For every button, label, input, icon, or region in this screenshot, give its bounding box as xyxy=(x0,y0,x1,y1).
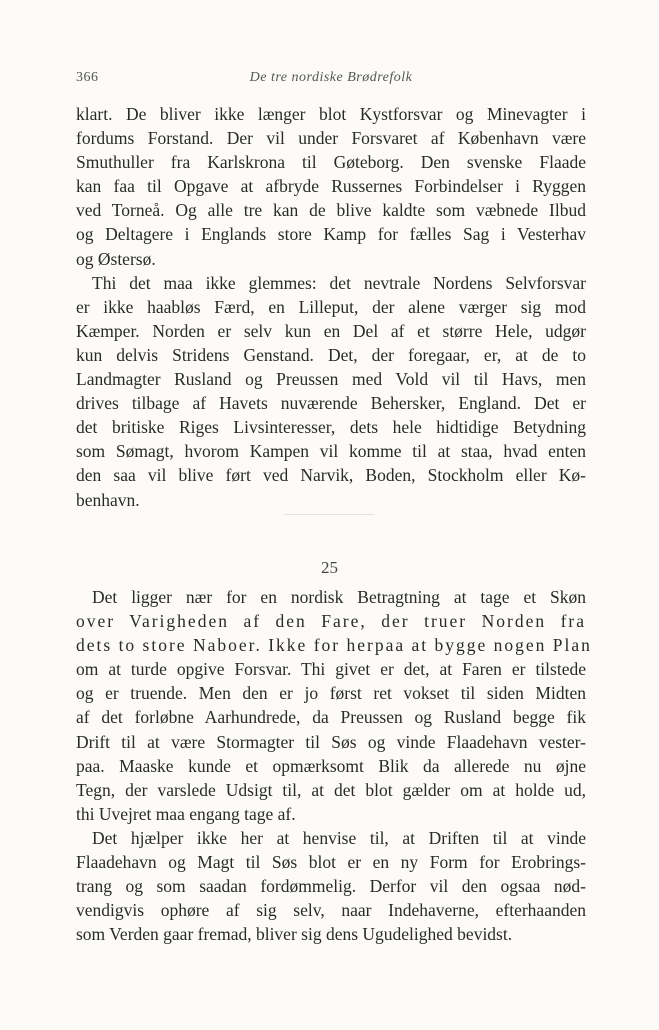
text-line: fordums Forstand. Der vil under Forsvaret af København være xyxy=(76,128,586,149)
text-line: som Sømagt, hvorom Kampen vil komme til at staa, hvad enten xyxy=(76,441,586,462)
paragraph-block-top xyxy=(76,102,586,512)
text-line: over Varigheden af den Fare, der truer Norden fra xyxy=(76,611,586,632)
text-line: thi Uvejret maa engang tage af. xyxy=(76,803,296,824)
text-line: Det ligger nær for en nordisk Betragtning at tage et Skøn xyxy=(92,587,586,607)
text-line: Det hjælper ikke her at henvise til, at Driften til at vinde xyxy=(92,827,586,848)
text-line: det britiske Riges Livsinteresser, dets hele hidtidige Betydning xyxy=(76,417,586,438)
text-line: trang og som saadan fordømmelig. Derfor vil den ogsaa nød- xyxy=(76,876,586,897)
text-line: og er truende. Men den er jo først ret vokset til siden Midten xyxy=(76,683,586,704)
text-line: Smuthuller fra Karlskrona til Gøteborg. Den svenske Flaade xyxy=(76,152,586,173)
text-line: Landmagter Rusland og Preussen med Vold vil til Havs, men xyxy=(76,369,586,390)
text-line: og Østersø. xyxy=(76,248,156,269)
text-line: benhavn. xyxy=(76,489,140,510)
page-header xyxy=(76,70,586,92)
text-line: kan faa til Opgave at afbryde Russernes Forbindelser i Ryggen xyxy=(76,176,586,197)
text-line: Drift til at være Stormagter til Søs og vinde Flaadehavn vester- xyxy=(76,731,586,752)
text-line: klart. De bliver ikke længer blot Kystforsvar og Minevagter i xyxy=(76,104,586,124)
running-title: De tre nordiske Brødrefolk xyxy=(249,70,413,85)
text-line: vendigvis ophøre af sig selv, naar Indehaverne, efterhaanden xyxy=(76,900,586,921)
text-line: er ikke haabløs Færd, en Lilleput, der alene værger sig mod xyxy=(76,296,586,317)
text-line: og Deltagere i Englands store Kamp for fælles Sag i Vesterhav xyxy=(76,224,586,245)
text-line: Thi det maa ikke glemmes: det nevtrale Nordens Selvforsvar xyxy=(92,272,586,293)
paragraph-block-bottom xyxy=(76,585,592,946)
text-line: paa. Maaske kunde et opmærksomt Blik da allerede nu øjne xyxy=(76,755,586,776)
text-line: den saa vil blive ført ved Narvik, Boden, Stockholm eller Kø- xyxy=(76,465,586,486)
text-line: drives tilbage af Havets nuværende Behersker, England. Det er xyxy=(76,393,586,414)
section-number: 25 xyxy=(321,558,338,577)
text-line: Tegn, der varslede Udsigt til, at det blot gælder om at holde ud, xyxy=(76,779,586,800)
text-line: som Verden gaar fremad, bliver sig dens Ugudelighed bevidst. xyxy=(76,924,513,945)
text-line: Kæmper. Norden er selv kun en Del af et større Hele, udgør xyxy=(76,320,586,341)
text-line: Flaadehavn og Magt til Søs blot er en ny Form for Erobrings- xyxy=(76,852,586,873)
text-line: af det forløbne Aarhundrede, da Preussen og Rusland begge fik xyxy=(76,707,586,728)
page-number: 366 xyxy=(76,70,99,85)
section-divider xyxy=(284,514,374,515)
text-line: om at turde opgive Forsvar. Thi givet er det, at Faren er tilstede xyxy=(76,659,586,680)
text-line: kun delvis Stridens Genstand. Det, der foregaar, er, at de to xyxy=(76,344,586,365)
text-line: ved Torneå. Og alle tre kan de blive kaldte som væbnede Ilbud xyxy=(76,200,586,221)
text-line: dets to store Naboer. Ikke for herpaa at bygge nogen Plan xyxy=(76,635,592,656)
